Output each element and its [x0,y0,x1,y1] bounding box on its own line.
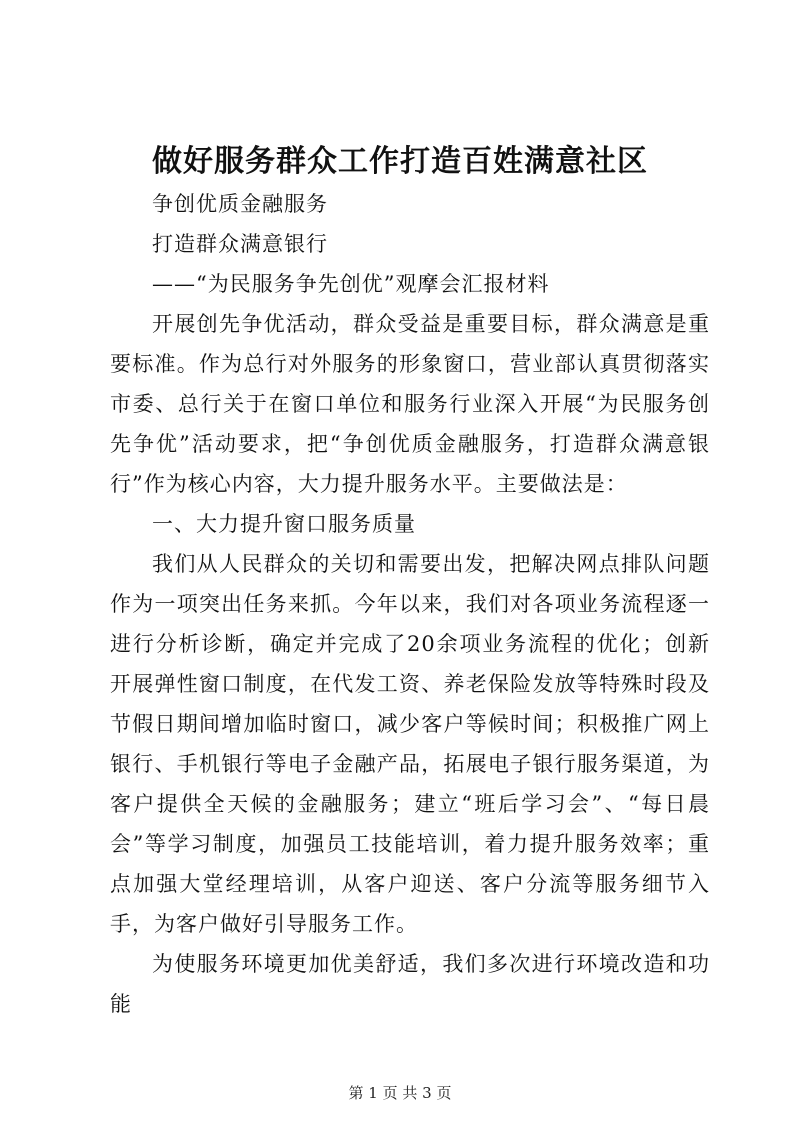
paragraph-service-quality: 我们从人民群众的关切和需要出发，把解决网点排队问题作为一项突出任务来抓。今年以来，我们对各项业务流程逐一进行分析诊断，确定并完成了20余项业务流程的优化；创新开展弹性窗口制度，在代发工资、养老保险发放等特殊时段及节假日期间增加临时窗口，减少客户等候时间；积极推广网上银行、手机银行等电子金融产品，拓展电子银行服务渠道，为客户提供全天候的金融服务；建立“班后学习会”、“每日晨会”等学习制度，加强员工技能培训，着力提升服务效率；重点加强大堂经理培训，从客户迎送、客户分流等服务细节入手，为客户做好引导服务工作。 [110,552,710,936]
subtitle-line-2: 打造群众满意银行 [152,232,328,256]
document-title: 做好服务群众工作打造百姓满意社区 [152,144,648,179]
paragraph-intro: 开展创先争优活动，群众受益是重要目标，群众满意是重要标准。作为总行对外服务的形象窗口，营业部认真贯彻落实市委、总行关于在窗口单位和服务行业深入开展“为民服务创先争优”活动要求，把“争创优质金融服务，打造群众满意银行”作为核心内容，大力提升服务水平。主要做法是： [110,312,710,496]
document-body [110,184,710,1024]
subtitle-line-3: ——“为民服务争先创优”观摩会汇报材料 [152,272,550,296]
subtitle-line-1: 争创优质金融服务 [152,192,328,216]
section-heading-1: 一、大力提升窗口服务质量 [152,512,416,536]
page-footer: 第 1 页 共 3 页 [348,1084,452,1102]
paragraph-environment: 为使服务环境更加优美舒适，我们多次进行环境改造和功能 [110,952,710,1016]
